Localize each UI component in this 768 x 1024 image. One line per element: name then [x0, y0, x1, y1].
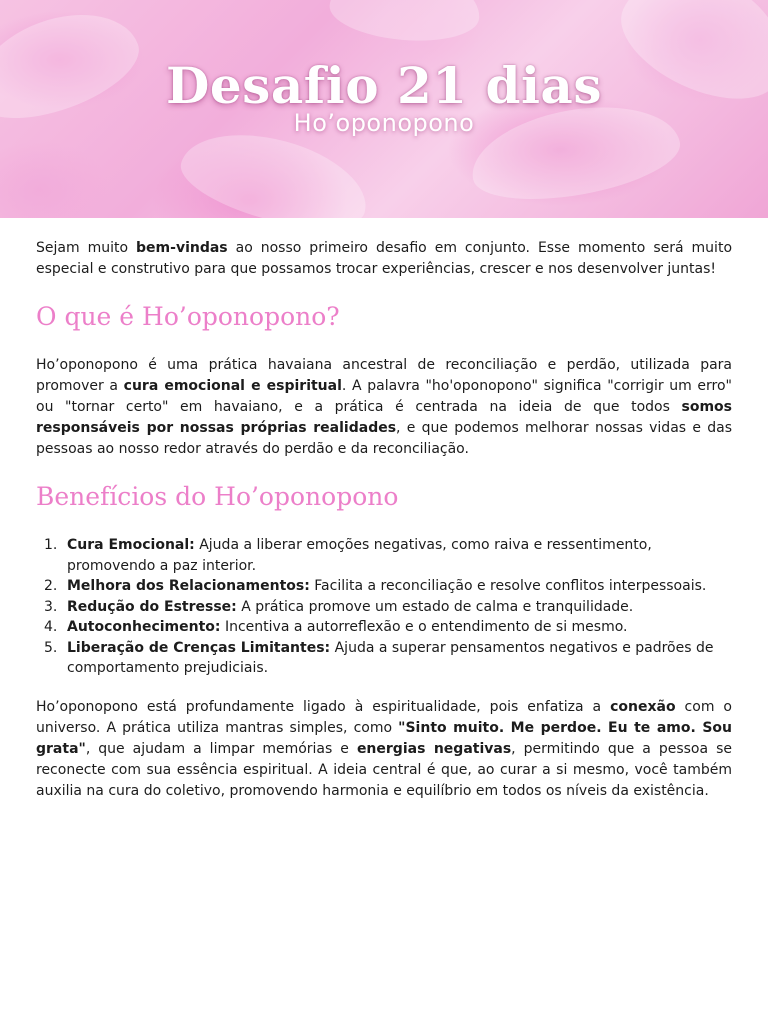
page-subtitle: Ho’oponopono: [293, 109, 475, 137]
list-item-title: Autoconhecimento:: [67, 619, 221, 635]
text-run: Sejam muito: [36, 240, 137, 256]
list-item-text: Incentiva a autorreflexão e o entendimento de si mesmo.: [220, 619, 628, 635]
text-run: , permitindo que a pessoa se reconecte com sua essência espiritual. A ideia central é que, ao curar a si mesmo, você também auxilia na cura do coletivo, promovendo harmonia e equilíbrio em todos os níveis da existência.: [36, 740, 732, 799]
bold-run: somos responsáveis por nossas próprias realidades: [36, 399, 732, 436]
text-run: Ho’oponopono é uma prática havaiana ancestral de reconciliação e perdão, utilizada para promover a: [36, 357, 732, 394]
bold-run: cura emocional e espiritual: [123, 378, 342, 394]
text-run: . A palavra "ho'oponopono" significa "corrigir um erro" ou "tornar certo" em havaiano, e a prática é centrada na ideia de que todos: [36, 378, 732, 415]
list-number: 5.: [44, 639, 58, 656]
list-item-title: Melhora dos Relacionamentos:: [67, 578, 310, 594]
text-run: ao nosso primeiro desafio em conjunto. Esse momento será muito especial e construtivo para que possamos trocar experiências, crescer e nos desenvolver juntas!: [36, 240, 733, 277]
list-item: [36, 576, 732, 597]
bold-run: energias negativas: [356, 740, 512, 757]
list-item-text: A prática promove um estado de calma e tranquilidade.: [236, 598, 634, 615]
page-title: Desafio 21 dias: [166, 56, 602, 115]
list-item-text: Facilita a reconciliação e resolve conflitos interpessoais.: [309, 578, 707, 594]
list-item-text: Ajuda a superar pensamentos negativos e padrões de comportamento prejudiciais.: [67, 639, 714, 676]
list-number: 1.: [44, 537, 58, 553]
bold-run: "Sinto muito. Me perdoe. Eu te amo. Sou grata": [36, 719, 733, 757]
bold-run: bem-vindas: [136, 240, 228, 256]
document-body: [0, 218, 768, 802]
petal-decoration: [327, 0, 483, 46]
text-run: , que ajudam a limpar memórias e: [85, 740, 357, 757]
list-number: 4.: [44, 619, 58, 635]
banner-text: [0, 56, 768, 137]
bold-run: conexão: [610, 698, 676, 715]
section-heading-what-is: O que é Ho’oponopono?: [36, 302, 340, 331]
list-item: [36, 638, 732, 679]
text-run: , e que podemos melhorar nossas vidas e das pessoas ao nosso redor através do perdão e da reconciliação.: [36, 420, 732, 457]
list-number: 2.: [44, 578, 58, 594]
list-item-title: Cura Emocional:: [67, 537, 195, 553]
text-run: com o universo. A prática utiliza mantras simples, como: [36, 698, 732, 736]
text-run: Ho’oponopono está profundamente ligado à espiritualidade, pois enfatiza a: [36, 698, 611, 715]
header-banner: [0, 0, 768, 218]
list-item-title: Liberação de Crenças Limitantes:: [67, 639, 331, 656]
intro-paragraph: [36, 238, 732, 280]
closing-paragraph: [36, 697, 732, 802]
list-item: [36, 535, 732, 576]
list-item: [36, 617, 732, 638]
list-item-title: Redução do Estresse:: [67, 598, 237, 615]
list-number: 3.: [44, 598, 58, 615]
list-item-text: Ajuda a liberar emoções negativas, como raiva e ressentimento, promovendo a paz interior.: [67, 537, 652, 574]
benefits-list: [36, 535, 732, 679]
section-heading-benefits: Benefícios do Ho’oponopono: [36, 482, 399, 511]
list-item: [36, 597, 732, 618]
what-is-paragraph: [36, 355, 732, 460]
